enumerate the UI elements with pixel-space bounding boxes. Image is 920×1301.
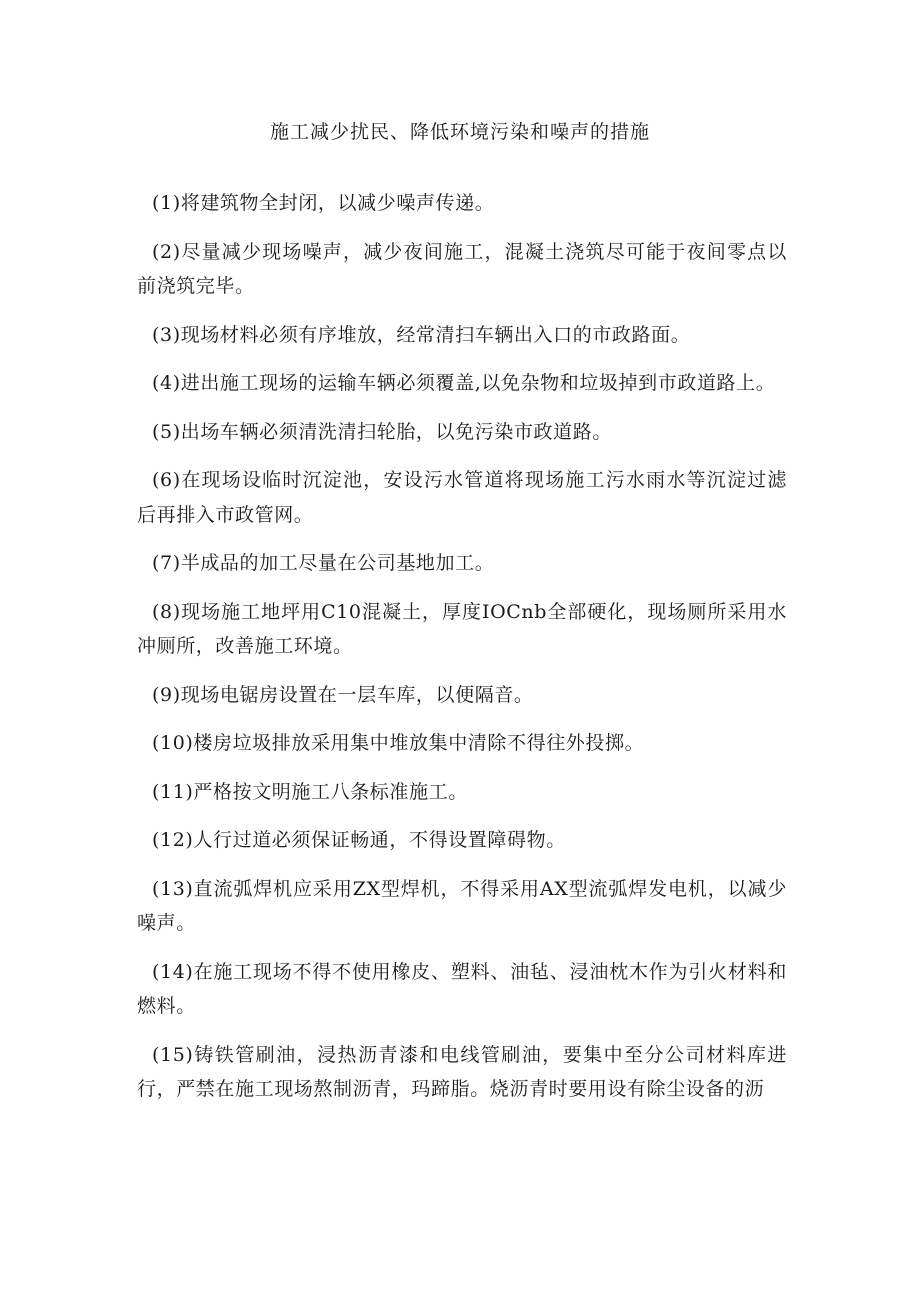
list-item: (6)在现场设临时沉淀池，安设污水管道将现场施工污水雨水等沉淀过滤后再排入市政管网。 (137, 469, 787, 526)
list-item: (4)进出施工现场的运输车辆必须覆盖,以免杂物和垃圾掉到市政道路上。 (152, 372, 776, 394)
measures-list (137, 186, 787, 1121)
list-item: (1)将建筑物全封闭，以减少噪声传递。 (152, 192, 495, 214)
page-title: 施工减少扰民、降低环境污染和噪声的措施 (269, 121, 650, 143)
list-item: (7)半成品的加工尽量在公司基地加工。 (152, 552, 495, 574)
list-item: (13)直流弧焊机应采用ZX型焊机，不得采用AX型流弧焊发电机，以减少噪声。 (137, 877, 787, 934)
list-item: (3)现场材料必须有序堆放，经常清扫车辆出入口的市政路面。 (152, 323, 691, 346)
list-item: (15)铸铁管刷油，浸热沥青漆和电线管刷油，要集中至分公司材料库进行，严禁在施工现场熬制沥青，玛蹄脂。烧沥青时要用设有除尘设备的沥 (137, 1043, 787, 1100)
list-item: (5)出场车辆必须清洗清扫轮胎，以免污染市政道路。 (152, 420, 612, 443)
list-item: (14)在施工现场不得不使用橡皮、塑料、油毡、浸油枕木作为引火材料和燃料。 (137, 960, 787, 1017)
list-item: (10)楼房垃圾排放采用集中堆放集中清除不得往外投掷。 (152, 732, 645, 754)
list-item: (9)现场电锯房设置在一层车库，以便隔音。 (152, 683, 534, 706)
list-item: (11)严格按文明施工八条标准施工。 (152, 780, 468, 803)
list-item: (8)现场施工地坪用C10混凝土，厚度IOCnb全部硬化，现场厕所采用水冲厕所，改善施工环境。 (137, 600, 787, 657)
list-item: (2)尽量减少现场噪声，减少夜间施工，混凝土浇筑尽可能于夜间零点以前浇筑完毕。 (137, 240, 787, 297)
list-item: (12)人行过道必须保证畅通，不得设置障碍物。 (152, 829, 566, 851)
